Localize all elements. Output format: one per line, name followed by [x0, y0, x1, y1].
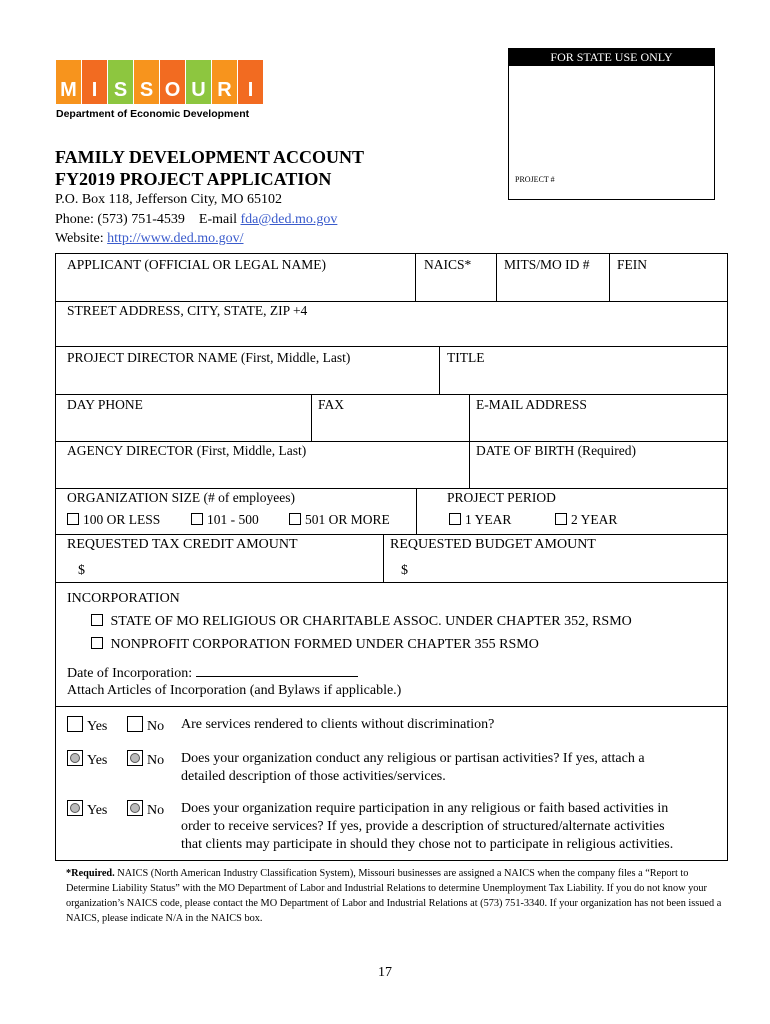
date-of-incorporation-input[interactable]	[196, 664, 358, 677]
footnote-text: NAICS (North American Industry Classification System), Missouri businesses are assigned a NAICS when the company files a “Report to Determine Liability Status” with the MO Department of Labor and Industrial Relations to determine Unemployment Tax Liability. If you do not know your organization’s NAICS code, please contact the MO Department of Labor and Industrial Relations at (573) 751-3340. If your organization has not been issued a NAICS, please indicate N/A in the NAICS box.	[66, 868, 722, 924]
phone: Phone: (573) 751-4539	[55, 211, 185, 227]
logo-block	[160, 60, 185, 104]
agency-director-label: AGENCY DIRECTOR (First, Middle, Last)	[67, 443, 307, 458]
project-number-label: PROJECT #	[515, 175, 555, 184]
page-number: 17	[378, 965, 392, 980]
col-divider	[383, 534, 384, 582]
q1-text: Are services rendered to clients without discrimination?	[181, 717, 495, 732]
tax-credit-dollar: $	[78, 563, 85, 578]
logo-block	[186, 60, 211, 104]
date-of-birth-label: DATE OF BIRTH (Required)	[476, 443, 637, 458]
project-director-label: PROJECT DIRECTOR NAME (First, Middle, Last)	[67, 350, 351, 365]
option-label: NONPROFIT CORPORATION FORMED UNDER CHAPTER 355 RSMO	[110, 637, 539, 652]
q2-line: detailed description of those activities/services.	[181, 769, 446, 784]
mits-label: MITS/MO ID #	[504, 257, 590, 272]
row-divider	[56, 706, 727, 707]
logo-letter: S	[139, 79, 154, 101]
logo-block	[212, 60, 237, 104]
date-of-incorporation	[67, 664, 358, 682]
phone-email-line	[55, 210, 337, 230]
title-line-2: FY2019 PROJECT APPLICATION	[55, 169, 332, 189]
applicant-label: APPLICANT (OFFICIAL OR LEGAL NAME)	[67, 257, 326, 272]
org-size-101-500[interactable]	[191, 512, 259, 528]
logo-letter: R	[217, 79, 232, 101]
period-2-year[interactable]	[555, 512, 617, 528]
checkbox-icon[interactable]	[91, 637, 103, 649]
col-divider	[311, 394, 312, 441]
row-divider	[56, 394, 727, 395]
q3-yes[interactable]	[67, 800, 107, 820]
incorporation-option-352[interactable]	[91, 614, 632, 630]
tax-credit-label: REQUESTED TAX CREDIT AMOUNT	[67, 537, 298, 552]
budget-dollar: $	[401, 563, 408, 578]
col-divider	[496, 254, 497, 301]
logo-letter: S	[113, 79, 128, 101]
day-phone-label: DAY PHONE	[67, 397, 143, 412]
row-divider	[56, 346, 727, 347]
no-label: No	[147, 803, 165, 818]
title-label: TITLE	[447, 350, 485, 365]
row-divider	[56, 441, 727, 442]
incorporation-heading: INCORPORATION	[67, 591, 180, 606]
email-link[interactable]: fda@ded.mo.gov	[240, 211, 338, 227]
checkbox-icon[interactable]	[289, 513, 301, 525]
no-label: No	[147, 753, 165, 768]
title-line-1: FAMILY DEVELOPMENT ACCOUNT	[55, 147, 365, 167]
option-label: STATE OF MO RELIGIOUS OR CHARITABLE ASSOC. UNDER CHAPTER 352, RSMO	[110, 614, 632, 629]
website-line	[55, 229, 337, 249]
logo-letter: U	[191, 79, 206, 101]
period-1-year[interactable]	[449, 512, 511, 528]
contact-info	[55, 190, 337, 249]
logo-block	[56, 60, 81, 104]
q2-no[interactable]	[127, 750, 164, 770]
yes-label: Yes	[87, 719, 108, 734]
col-divider	[439, 346, 440, 394]
col-divider	[415, 254, 416, 301]
street-address-label: STREET ADDRESS, CITY, STATE, ZIP +4	[67, 303, 308, 318]
budget-label: REQUESTED BUDGET AMOUNT	[390, 537, 596, 552]
org-size-501-or-more[interactable]	[289, 512, 390, 528]
radio-checkbox-icon[interactable]	[67, 800, 83, 816]
email-address-label: E-MAIL ADDRESS	[476, 397, 587, 412]
option-label: 100 OR LESS	[83, 512, 161, 527]
radio-checkbox-icon[interactable]	[127, 800, 143, 816]
checkbox-icon[interactable]	[91, 614, 103, 626]
date-of-incorporation-label: Date of Incorporation:	[67, 666, 193, 681]
radio-checkbox-icon[interactable]	[127, 750, 143, 766]
naics-footnote	[66, 866, 722, 926]
fein-label: FEIN	[617, 257, 647, 272]
naics-label: NAICS*	[424, 257, 472, 272]
col-divider	[609, 254, 610, 301]
radio-checkbox-icon[interactable]	[67, 750, 83, 766]
email-label: E-mail	[198, 211, 237, 227]
option-label: 501 OR MORE	[305, 512, 390, 527]
checkbox-icon[interactable]	[67, 716, 83, 732]
q3-line: order to receive services? If yes, provide a description of structured/alternate activities	[181, 819, 665, 834]
org-size-label: ORGANIZATION SIZE (# of employees)	[67, 490, 295, 505]
logo-block	[82, 60, 107, 104]
checkbox-icon[interactable]	[191, 513, 203, 525]
checkbox-icon[interactable]	[67, 513, 79, 525]
state-use-box	[508, 48, 715, 200]
checkbox-icon[interactable]	[555, 513, 567, 525]
yes-label: Yes	[87, 753, 108, 768]
option-label: 2 YEAR	[571, 512, 618, 527]
q2-yes[interactable]	[67, 750, 107, 770]
project-period-label: PROJECT PERIOD	[447, 490, 556, 505]
logo-letter: I	[91, 79, 98, 101]
q2-text	[181, 750, 645, 786]
col-divider	[416, 488, 417, 534]
q1-no[interactable]	[127, 716, 164, 736]
logo-block	[134, 60, 159, 104]
col-divider	[469, 394, 470, 488]
logo-block	[108, 60, 133, 104]
no-label: No	[147, 719, 165, 734]
state-use-header: FOR STATE USE ONLY	[509, 49, 714, 66]
q1-yes[interactable]	[67, 716, 107, 736]
logo-block	[238, 60, 263, 104]
q2-line: Does your organization conduct any religious or partisan activities? If yes, attach a	[181, 751, 645, 766]
q3-line: Does your organization require participation in any religious or faith based activities in	[181, 801, 669, 816]
department-name: Department of Economic Development	[56, 108, 250, 120]
checkbox-icon[interactable]	[127, 716, 143, 732]
fax-label: FAX	[318, 397, 345, 412]
logo-letter: I	[247, 79, 254, 101]
website-link[interactable]: http://www.ded.mo.gov/	[107, 231, 244, 246]
logo-letter-blocks	[56, 60, 284, 104]
footnote-required: *Required.	[66, 868, 115, 879]
org-size-100-or-less[interactable]	[67, 512, 160, 528]
website-label: Website:	[55, 231, 104, 246]
row-divider	[56, 582, 727, 583]
row-divider	[56, 488, 727, 489]
option-label: 1 YEAR	[465, 512, 512, 527]
checkbox-icon[interactable]	[449, 513, 461, 525]
mailing-address: P.O. Box 118, Jefferson City, MO 65102	[55, 192, 282, 207]
q3-line: that clients may participate in should they chose not to participate in religious activities.	[181, 837, 674, 852]
q3-no[interactable]	[127, 800, 164, 820]
attach-articles-note: Attach Articles of Incorporation (and Bylaws if applicable.)	[67, 683, 402, 698]
form-title	[55, 146, 364, 190]
application-form	[55, 253, 728, 861]
row-divider	[56, 534, 727, 535]
row-divider	[56, 301, 727, 302]
option-label: 101 - 500	[207, 512, 259, 527]
q3-text	[181, 800, 673, 854]
logo-letter: M	[60, 79, 77, 101]
logo-letter: O	[164, 79, 181, 101]
yes-label: Yes	[87, 803, 108, 818]
incorporation-option-355[interactable]	[91, 637, 539, 653]
missouri-ded-logo	[56, 60, 284, 124]
